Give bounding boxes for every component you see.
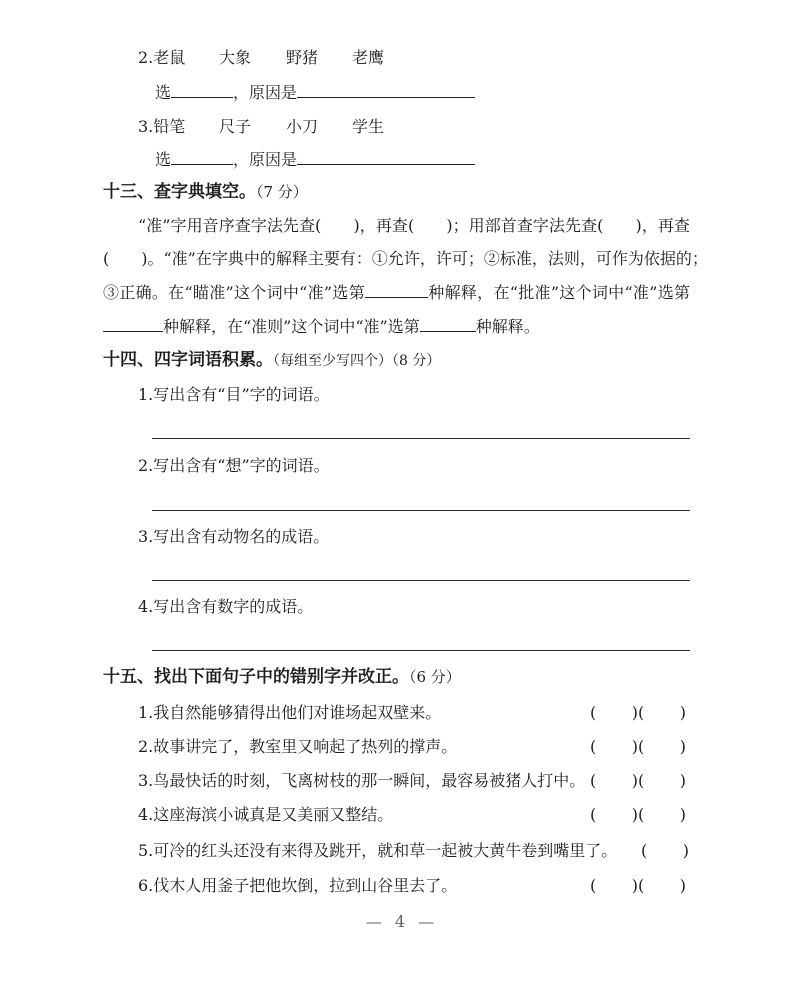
choice-blank[interactable] xyxy=(171,83,233,98)
question-number: 2. xyxy=(138,48,154,67)
option-4: 学生 xyxy=(352,117,385,136)
q12-group-2-answer-row xyxy=(155,83,475,103)
correction-blank[interactable]: ( ) xyxy=(638,737,686,756)
paren-blank[interactable]: ( ) xyxy=(407,216,453,235)
correction-blank[interactable]: ( ) xyxy=(638,771,686,790)
option-word: 老鼠 xyxy=(153,48,186,67)
q13-text: ；用部首查字法先查 xyxy=(452,216,598,235)
correction-blank[interactable]: ( ) xyxy=(590,876,638,895)
choice-blank[interactable] xyxy=(171,150,233,165)
paren-blank[interactable]: ( ) xyxy=(315,216,360,235)
option-3: 野猪 xyxy=(286,48,319,67)
correction-blank[interactable]: ( ) xyxy=(590,737,638,756)
correction-slots xyxy=(590,805,686,825)
section-14-score: （8 分） xyxy=(392,353,441,369)
answer-line[interactable] xyxy=(152,650,690,651)
option-1 xyxy=(138,117,185,137)
section-15-heading xyxy=(103,667,461,687)
correction-slots xyxy=(590,703,686,723)
correction-blank[interactable]: ( ) xyxy=(638,703,686,722)
page-number: — 4 — xyxy=(365,912,435,931)
q12-group-3-answer-row xyxy=(155,150,475,170)
error-sentence-6: 6.伐木人用釜子把他坎倒，拉到山谷里去了。 xyxy=(138,876,458,895)
correction-blank[interactable]: ( ) xyxy=(638,876,686,895)
question-number: 3. xyxy=(138,117,154,136)
correction-slots xyxy=(641,841,689,861)
error-sentence-2: 2.故事讲完了，教室里又响起了热列的撑声。 xyxy=(138,737,458,756)
correction-slots xyxy=(590,876,686,896)
error-sentence-5: 5.可冷的红头还没有来得及跳开，就和草一起被大黄牛卷到嘴里了。 xyxy=(138,841,618,860)
option-3: 小刀 xyxy=(286,117,319,136)
answer-line[interactable] xyxy=(152,438,690,439)
q13-line-2 xyxy=(103,249,708,269)
option-word: 铅笔 xyxy=(153,117,186,136)
q13-text: ，再查 xyxy=(359,216,408,235)
q13-text: ，再查 xyxy=(641,216,690,235)
q13-line-1 xyxy=(138,216,690,236)
q13-line-3 xyxy=(103,283,690,303)
reason-blank[interactable] xyxy=(297,150,475,165)
error-sentence-4: 4.这座海滨小诚真是又美丽又整结。 xyxy=(138,805,394,824)
q12-group-2-options xyxy=(0,48,800,68)
q13-line-4 xyxy=(103,317,540,337)
q14-item-1: 1.写出含有“目”字的词语。 xyxy=(138,385,330,404)
section-14-instruction: （每组至少写四个） xyxy=(273,353,392,369)
error-sentence-3: 3.鸟最快话的时刻，飞离树枝的那一瞬间，最容易被猪人打中。 xyxy=(138,771,586,790)
q13-text: 。“准”在字典中的解释主要有：①允许，许可；②标准，法则，可作为依据的； xyxy=(147,249,708,268)
paren-blank[interactable]: ( ) xyxy=(597,216,642,235)
section-14-title: 十四、四字词语积累。 xyxy=(103,350,273,370)
section-13-score: （7 分） xyxy=(256,183,308,201)
option-1 xyxy=(138,48,185,68)
option-2: 大象 xyxy=(219,48,252,67)
correction-blank[interactable]: ( ) xyxy=(638,805,686,824)
correction-blank[interactable]: ( ) xyxy=(641,841,689,860)
reason-label: ，原因是 xyxy=(233,150,298,169)
option-2: 尺子 xyxy=(219,117,252,136)
q13-text: 种解释，在“准则”这个词中“准”选第 xyxy=(163,317,420,336)
q13-text: 种解释。 xyxy=(475,317,540,336)
section-14-heading xyxy=(103,350,440,370)
meaning-blank[interactable] xyxy=(365,283,428,298)
answer-line[interactable] xyxy=(152,510,690,511)
option-4: 老鹰 xyxy=(352,48,385,67)
error-sentence-1: 1.我自然能够猜得出他们对谁场起双壁来。 xyxy=(138,703,442,722)
answer-line[interactable] xyxy=(152,580,690,581)
meaning-blank[interactable] xyxy=(420,317,476,332)
correction-blank[interactable]: ( ) xyxy=(590,703,638,722)
section-13-heading xyxy=(103,182,308,202)
reason-label: ，原因是 xyxy=(233,83,298,102)
q14-item-4: 4.写出含有数字的成语。 xyxy=(138,597,314,616)
q14-item-2: 2.写出含有“想”字的词语。 xyxy=(138,456,330,475)
select-label: 选 xyxy=(155,150,172,169)
q13-text: ③正确。在“瞄准”这个词中“准”选第 xyxy=(103,283,365,302)
paren-blank[interactable]: ( ) xyxy=(103,249,148,268)
q13-text: 种解释，在“批准”这个词中“准”选第 xyxy=(428,283,690,302)
q14-item-3: 3.写出含有动物名的成语。 xyxy=(138,527,330,546)
meaning-blank[interactable] xyxy=(103,317,163,332)
q13-text: “准”字用音序查字法先查 xyxy=(138,216,316,235)
section-13-title: 十三、查字典填空。 xyxy=(103,182,256,202)
correction-blank[interactable]: ( ) xyxy=(590,805,638,824)
section-15-title: 十五、找出下面句子中的错别字并改正。 xyxy=(103,667,409,687)
select-label: 选 xyxy=(155,83,172,102)
section-15-score: （6 分） xyxy=(409,668,461,686)
reason-blank[interactable] xyxy=(297,83,475,98)
correction-slots xyxy=(590,771,686,791)
q12-group-3-options xyxy=(0,117,800,137)
correction-slots xyxy=(590,737,686,757)
correction-blank[interactable]: ( ) xyxy=(590,771,638,790)
